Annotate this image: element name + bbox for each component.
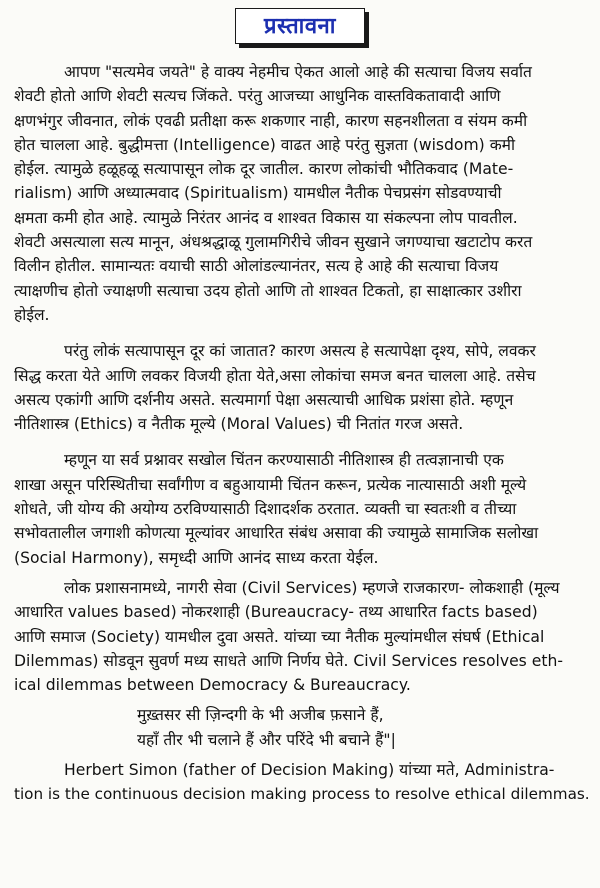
paragraph-why-untruth [14,339,590,436]
document-body [14,60,590,807]
poem-line: यहाँ तीर भी चलाने हैं और परिंदे भी बचाने हैं"| [137,730,396,749]
text-line: म्हणून या सर्व प्रश्नावर सखोल चिंतन करण्यासाठी नीतिशास्त्र ही तत्वज्ञानाची एक [64,451,504,470]
text-line: क्षमता कमी होत आहे. त्यामुळे निरंतर आनंद व शाश्वत विकास या संकल्पना लोप पावतील. [14,208,518,227]
text-line: आपण "सत्यमेव जयते" हे वाक्य नेहमीच ऐकत आलो आहे की सत्याचा विजय सर्वात [64,63,532,81]
poem-couplet [14,703,590,752]
paragraph-intro [14,60,590,327]
text-line: विलीन होतील. सामान्यतः वयाची साठी ओलांडल्यानंतर, सत्य हे आहे की सत्याचा विजय [14,257,499,276]
text-line: परंतु लोकं सत्यापासून दूर कां जातात? कारण असत्य हे सत्यापेक्षा दृश्य, सोपे, लवकर [64,342,536,361]
text-line: tion is the continuous decision making process to resolve ethical dilemmas. [14,785,590,804]
text-line: सभोवतालील जगाशी कोणत्या मूल्यांवर आधारित संबंध असावा की ज्यामुळे सामाजिक सलोखा [14,524,539,543]
text-line: होत चालला आहे. बुद्धीमत्ता (Intelligence) वाढत आहे परंतु सुज्ञता (wisdom) कमी [14,135,516,154]
quote-herbert-simon [14,758,590,807]
text-line: होईल. त्यामुळे हळूहळू सत्यापासून लोक दूर जातील. कारण लोकांची भौतिकवाद (Mate- [14,160,514,179]
text-line: शोधते, जी योग्य की अयोग्य ठरविण्यासाठी दिशादर्शक ठरतात. व्यक्ती चा स्वतःशी व तीच्या [14,500,517,519]
text-line: क्षणभंगुर जीवनात, लोकं एवढी प्रतीक्षा करू शकणार नाही, कारण सहनशीलता व संयम कमी [14,111,528,130]
text-line: Herbert Simon (father of Decision Making) यांच्या मते, Administra- [64,761,555,780]
page-title: प्रस्तावना [235,8,365,44]
text-line: असत्य एकांगी आणि दर्शनीय असते. सत्यमार्गा पेक्षा असत्याची आधिक प्रशंसा होते. म्हणून [14,390,514,409]
text-line: लोक प्रशासनामध्ये, नागरी सेवा (Civil Services) म्हणजे राजकारण- लोकशाही (मूल्य [64,578,560,597]
title-container [0,8,600,44]
text-line: नीतिशास्त्र (Ethics) व नैतीक मूल्ये (Moral Values) ची नितांत गरज असते. [14,415,464,434]
text-line: शेवटी होतो आणि शेवटी सत्यच जिंकते. परंतु आजच्या आधुनिक वास्तविकतावादी आणि [14,87,501,106]
text-line: शाखा असून परिस्थितीचा सर्वांगीण व बहुआयामी चिंतन करून, प्रत्येक नात्यासाठी अशी मूल्ये [14,475,527,494]
text-line: Dilemmas) सोडवून सुवर्ण मध्य साधते आणि निर्णय घेते. Civil Services resolves eth- [14,651,563,670]
text-line: (Social Harmony), समृध्दी आणि आनंद साध्य करता येईल. [14,548,379,567]
text-line: सिद्ध करता येते आणि लवकर विजयी होता येते,असा लोकांचा समज बनत चालला आहे. तसेच [14,366,536,385]
text-line: शेवटी असत्याला सत्य मानून, अंधश्रद्धाळू गुलामगिरीचे जीवन सुखाने जगण्याचा खटाटोप करत [14,233,533,252]
text-line: आधारित values based) नोकरशाही (Bureaucracy- तथ्य आधारित facts based) [14,603,538,622]
paragraph-ethics-branch [14,448,590,569]
text-line: ical dilemmas between Democracy & Bureaucracy. [14,676,411,695]
paragraph-civil-services [14,576,590,697]
text-line: आणि समाज (Society) यामधील दुवा असते. यांच्या च्या नैतीक मुल्यांमधील संघर्ष (Ethical [14,627,545,646]
text-line: त्याक्षणीच होतो ज्याक्षणी सत्याचा उदय होतो आणि तो शाश्वत टिकतो, हा साक्षात्कार उशीरा [14,281,522,300]
poem-line: मुख़्तसर सी ज़िन्दगी के भी अजीब फ़साने हैं, [137,706,384,725]
text-line: होईल. [14,305,50,324]
text-line: rialism) आणि अध्यात्मवाद (Spiritualism) यामधील नैतीक पेचप्रसंग सोडवण्याची [14,184,502,203]
